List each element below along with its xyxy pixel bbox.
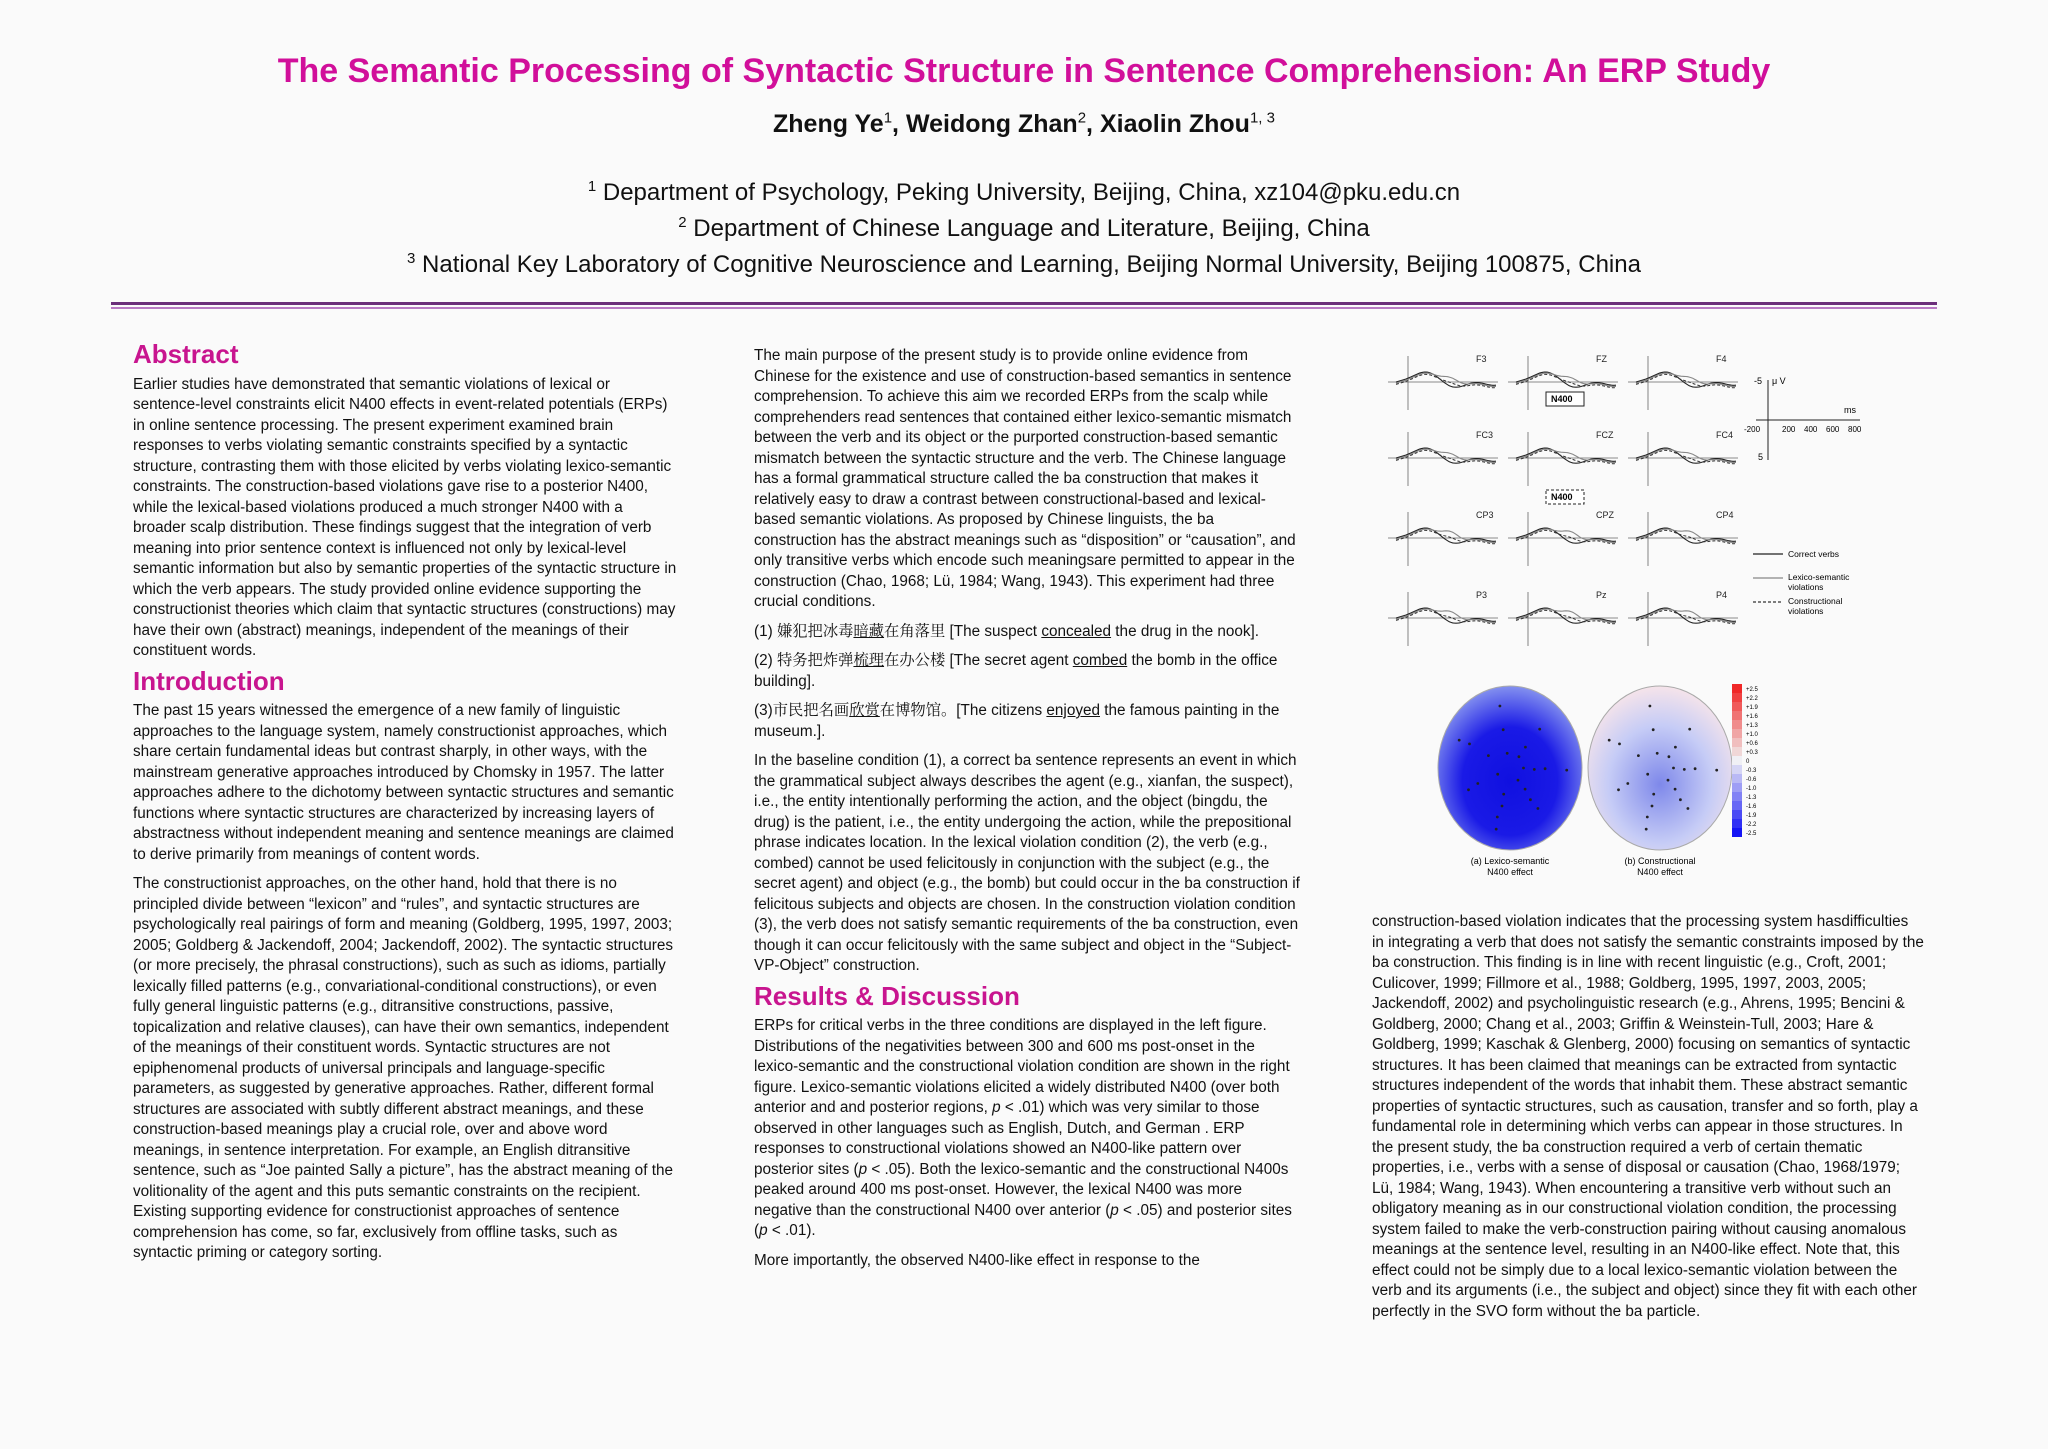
electrode-dot bbox=[1618, 743, 1621, 746]
electrode-dot bbox=[1672, 767, 1675, 770]
electrode-dot bbox=[1674, 788, 1677, 791]
scale-x-tick-600: 600 bbox=[1826, 425, 1840, 434]
scale-y-bottom: 5 bbox=[1758, 452, 1764, 462]
electrode-dot bbox=[1502, 793, 1505, 796]
electrode-dot bbox=[1715, 769, 1718, 772]
electrode-dot bbox=[1646, 773, 1649, 776]
panel-label-FC4: FC4 bbox=[1716, 430, 1734, 440]
scale-x-unit: ms bbox=[1844, 405, 1856, 415]
map-caption-cont-1: N400 effect bbox=[1637, 867, 1683, 877]
introduction-heading: Introduction bbox=[133, 665, 285, 696]
colorbar-label-8: 0 bbox=[1746, 759, 1750, 765]
erp-waveform-figure bbox=[1378, 340, 1898, 660]
left-column bbox=[133, 338, 679, 1273]
electrode-dot bbox=[1517, 779, 1520, 782]
colorbar-label-7: +0.3 bbox=[1746, 750, 1758, 756]
affiliations bbox=[0, 172, 2048, 280]
electrode-dot bbox=[1529, 798, 1532, 801]
colorbar-cell-12 bbox=[1732, 792, 1742, 801]
electrode-dot bbox=[1645, 828, 1648, 831]
electrode-dot bbox=[1651, 805, 1654, 808]
abstract-heading: Abstract bbox=[133, 339, 239, 369]
electrode-dot bbox=[1468, 743, 1471, 746]
electrode-dot bbox=[1524, 746, 1527, 749]
electrode-dot bbox=[1674, 746, 1677, 749]
header-divider-accent bbox=[111, 307, 1937, 309]
colorbar-label-4: +1.3 bbox=[1746, 723, 1758, 729]
results-heading: Results & Discussion bbox=[754, 980, 1020, 1011]
panel-label-F4: F4 bbox=[1716, 354, 1727, 364]
results-paragraph-2: More importantly, the observed N400-like effect in response to the bbox=[754, 1251, 1200, 1269]
purpose-paragraph: The main purpose of the present study is to provide online evidence from Chinese for the existence and use of construction-based semantics in sentence comprehension. To achieve this aim we recorded ERPs from the scalp while comprehenders read sentences that contained either lexico-semantic mismatch between the verb and its object or the purported construction-based semantic mismatch between the syntactic structure and the verb. The Chinese language has a formal grammatical structure called the ba construction that makes it relatively easy to draw a contrast between constructional-based and lexical-based semantic violations. As proposed by Chinese linguists, the ba construction has the abstract meanings such as “disposition” or “causation”, and only transitive verbs which encode such meaningsare permitted to appear in the construction (Chao, 1968; Lü, 1984; Wang, 1943). This experiment had three crucial conditions. bbox=[754, 347, 1296, 610]
colorbar-cell-3 bbox=[1732, 711, 1742, 720]
panel-label-CP3: CP3 bbox=[1476, 510, 1494, 520]
example-1: (1) 嫌犯把冰毒暗藏在角落里 [The suspect concealed the drug in the nook]. bbox=[754, 622, 1260, 640]
colorbar-label-16: -2.5 bbox=[1746, 831, 1757, 837]
electrode-dot bbox=[1499, 705, 1502, 708]
colorbar-cell-10 bbox=[1732, 774, 1742, 783]
electrode-dot bbox=[1476, 782, 1479, 785]
colorbar-cell-1 bbox=[1732, 693, 1742, 702]
legend-label-0: Correct verbs bbox=[1788, 549, 1840, 559]
example-3: (3)市民把名画欣赏在博物馆。[The citizens enjoyed the famous painting in the museum.]. bbox=[754, 702, 1280, 740]
colorbar-label-1: +2.2 bbox=[1746, 696, 1758, 702]
electrode-dot bbox=[1688, 728, 1691, 731]
electrode-dot bbox=[1495, 828, 1498, 831]
map-caption-1: (b) Constructional bbox=[1624, 856, 1696, 866]
electrode-dot bbox=[1667, 779, 1670, 782]
colorbar-label-15: -2.2 bbox=[1746, 822, 1757, 828]
panel-label-F3: F3 bbox=[1476, 354, 1487, 364]
colorbar-label-3: +1.6 bbox=[1746, 714, 1758, 720]
electrode-dot bbox=[1608, 739, 1611, 742]
legend-label-cont-1: violations bbox=[1788, 582, 1824, 592]
panel-label-FC3: FC3 bbox=[1476, 430, 1494, 440]
electrode-dot bbox=[1652, 728, 1655, 731]
example-2: (2) 特务把炸弹梳理在办公楼 [The secret agent combed the bomb in the office building]. bbox=[754, 652, 1278, 690]
colorbar-cell-9 bbox=[1732, 765, 1742, 774]
colorbar-cell-14 bbox=[1732, 810, 1742, 819]
electrode-dot bbox=[1637, 754, 1640, 757]
electrode-dot bbox=[1626, 782, 1629, 785]
electrode-dot bbox=[1679, 798, 1682, 801]
colorbar-label-14: -1.9 bbox=[1746, 813, 1757, 819]
colorbar-label-9: -0.3 bbox=[1746, 768, 1757, 774]
panel-label-Pz: Pz bbox=[1596, 590, 1607, 600]
colorbar-cell-16 bbox=[1732, 828, 1742, 837]
abstract-text: Earlier studies have demonstrated that semantic violations of lexical or sentence-level constraints elicit N400 effects in event-related potentials (ERPs) in online sentence processing. The present experiment examined brain responses to verbs violating semantic constraints specified by a syntactic structure, contrasting them with those elicited by verbs violating lexico-semantic constraints. The construction-based violations gave rise to a posterior N400, while the lexical-based violations produced a much stronger N400 with a broader scalp distribution. These findings suggest that the integration of verb meaning into prior sentence context is influenced not only by lexical-level semantic information but also by semantic properties of the syntactic structure in which the verb appears. The study provided online evidence supporting the constructionist theories which claim that syntactic structures (constructions) may have their own (abstract) meanings, independent of the meanings of their constituent words. bbox=[133, 375, 677, 659]
colorbar-label-10: -0.6 bbox=[1746, 777, 1757, 783]
topomap-lexico-semantic bbox=[1438, 686, 1582, 850]
scale-x-tick-200: 200 bbox=[1782, 425, 1796, 434]
panel-label-FZ: FZ bbox=[1596, 354, 1607, 364]
panel-label-P4: P4 bbox=[1716, 590, 1728, 600]
electrode-dot bbox=[1538, 728, 1541, 731]
legend-label-cont-2: violations bbox=[1788, 606, 1824, 616]
legend-label-1: Lexico-semantic bbox=[1788, 572, 1850, 582]
intro-paragraph-2: The constructionist approaches, on the other hand, hold that there is no principled divide between “lexicon” and “rules”, and syntactic structures are psychologically real pairings of form and meaning (Goldberg, 1995, 1997, 2003; 2005; Goldberg & Jackendoff, 2004; Jackendoff, 2002). The syntactic structures (or more precisely, the phrasal constructions), such as such as idioms, partially lexically filled patterns (e.g., convariational-conditional constructions), or even fully general linguistic patterns (e.g., ditransitive constructions, passive, topicalization and relative clauses), can have their own semantics, independent of the meanings of their constituent words. Syntactic structures are not epiphenomenal products of universal principals and language-specific parameters, as suggested by generative approaches. Rather, different formal structures are associated with subtly different abstract meanings, and these construction-based meanings play a crucial role, over and above word meanings, in sentence interpretation. For example, an English ditransitive sentence, such as “Joe painted Sally a picture”, has the abstract meaning of the volitionality of the agent and this puts semantic constraints on the recipient. Existing supporting evidence for constructionist approaches of sentence comprehension has come, so far, exclusively from offline tasks, such as syntactic priming or category sorting. bbox=[133, 875, 673, 1261]
electrode-dot bbox=[1694, 767, 1697, 770]
colorbar-label-0: +2.5 bbox=[1746, 687, 1758, 693]
electrode-dot bbox=[1544, 767, 1547, 770]
electrode-dot bbox=[1524, 788, 1527, 791]
electrode-dot bbox=[1533, 768, 1536, 771]
poster-title: The Semantic Processing of Syntactic Structure in Sentence Comprehension: An ERP Study bbox=[277, 52, 1771, 90]
colorbar-label-2: +1.9 bbox=[1746, 705, 1758, 711]
scale-x-tick--200: -200 bbox=[1744, 425, 1761, 434]
electrode-dot bbox=[1501, 805, 1504, 808]
electrode-dot bbox=[1656, 752, 1659, 755]
middle-column bbox=[754, 346, 1300, 1280]
affiliation-3: $^3$ National Key Laboratory of Cognitive Neuroscience and Learning, Beijing Normal University, Beijing 100875, China bbox=[407, 250, 1641, 278]
colorbar-cell-0 bbox=[1732, 684, 1742, 693]
electrode-dot bbox=[1687, 807, 1690, 810]
colorbar-label-5: +1.0 bbox=[1746, 732, 1758, 738]
electrode-dot bbox=[1537, 807, 1540, 810]
electrode-dot bbox=[1467, 788, 1470, 791]
colorbar-cell-6 bbox=[1732, 738, 1742, 747]
author-1: Zheng Ye$^1$, bbox=[773, 110, 906, 139]
colorbar-cell-4 bbox=[1732, 720, 1742, 729]
colorbar-label-11: -1.0 bbox=[1746, 786, 1757, 792]
panel-label-FCZ: FCZ bbox=[1596, 430, 1614, 440]
panel-label-CP4: CP4 bbox=[1716, 510, 1734, 520]
author-2: Weidong Zhan$^2$, bbox=[905, 110, 1100, 139]
results-paragraph-1: ERPs for critical verbs in the three conditions are displayed in the left figure. Distributions of the negativities between 300 and 600 ms post-onset in the lexico-semantic and the constructional violation condition are shown in the right figure. Lexico-semantic violations elicited a widely distributed N400 (over both anterior and and posterior regions, p < .01) which was very similar to those observed in other languages such as English, Dutch, and German . ERP responses to constructional violations showed an N400-like pattern over posterior sites (p < .05). Both the lexico-semantic and the constructional N400s peaked around 400 ms post-onset. However, the lexical N400 was more negative than the constructional N400 over anterior (p < .05) and posterior sites (p < .01). bbox=[754, 1017, 1292, 1239]
map-caption-cont-0: N400 effect bbox=[1487, 867, 1533, 877]
electrode-dot bbox=[1617, 788, 1620, 791]
electrode-dot bbox=[1646, 816, 1649, 819]
intro-paragraph-1: The past 15 years witnessed the emergence of a new family of linguistic approaches to the language system, namely constructionist approaches, which share certain fundamental ideas but contrast sharply, in other ways, with the mainstream generative approaches introduced by Chomsky in 1957. The latter approaches adhere to the dichotomy between syntactic structures and semantic functions where syntactic structures are characterized by increasing layers of abstractness without independent meaning and sentence meanings are claimed to derive primarily from meanings of content words. bbox=[133, 702, 674, 863]
electrode-dot bbox=[1518, 755, 1521, 758]
author-3: Xiaolin Zhou$^{1, 3}$ bbox=[1099, 110, 1275, 139]
colorbar-cell-13 bbox=[1732, 801, 1742, 810]
panel-label-CPZ: CPZ bbox=[1596, 510, 1614, 520]
topographic-map-figure bbox=[1420, 678, 1880, 888]
affiliation-1: $^1$ Department of Psychology, Peking University, Beijing, China, xz104@pku.edu.cn bbox=[587, 178, 1461, 206]
electrode-dot bbox=[1506, 752, 1509, 755]
electrode-dot bbox=[1496, 773, 1499, 776]
topomap-constructional bbox=[1588, 686, 1732, 850]
electrode-dot bbox=[1458, 739, 1461, 742]
scale-x-tick-400: 400 bbox=[1804, 425, 1818, 434]
colorbar-cell-15 bbox=[1732, 819, 1742, 828]
electrode-dot bbox=[1496, 816, 1499, 819]
scale-y-top: -5 bbox=[1754, 376, 1763, 386]
electrode-dot bbox=[1487, 754, 1490, 757]
legend-label-2: Constructional bbox=[1788, 596, 1843, 606]
electrode-dot bbox=[1565, 769, 1568, 772]
colorbar-cell-2 bbox=[1732, 702, 1742, 711]
colorbar-cell-8 bbox=[1732, 756, 1742, 765]
electrode-dot bbox=[1668, 755, 1671, 758]
scale-x-tick-800: 800 bbox=[1848, 425, 1862, 434]
electrode-dot bbox=[1649, 705, 1652, 708]
discussion-paragraph: construction-based violation indicates that the processing system hasdifficulties in integrating a verb that does not satisfy the semantic constraints imposed by the ba construction. This finding is in line with recent linguistic (e.g., Croft, 2001; Culicover, 1999; Fillmore et al., 1988; Goldberg, 1995, 1997, 2003, 2005; Jackendoff, 2002) and psycholinguistic research (e.g., Ahrens, 1995; Bencini & Goldberg, 2000; Chang et al., 2003; Griffin & Weinstein-Tull, 2003; Hare & Goldberg, 1999; Kaschak & Glenberg, 2000) focusing on semantics of syntactic structures. It has been claimed that meanings can be extracted from syntactic structures independent of the words that inhabit them. These abstract semantic properties of syntactic structures, such as causation, transfer and so forth, play a fundamental role in determining which verbs can appear in those structures. In the present study, the ba construction required a verb of certain thematic properties, i.e., verbs with a sense of disposal or causation (Chao, 1968/1979; Lü, 1984; Wang, 1943). When encountering a transitive verb without such an obligatory meaning as in our constructional violation condition, the processing system failed to make the verb-construction pairing without causing anomalous meanings at the sentence level, resulting in an N400-like effect. Note that, this effect could not be simply due to a local lexico-semantic violation between the verb and its arguments (i.e., the subject and object) since they fit with each other perfectly in the SVO form without the ba particle. bbox=[1372, 913, 1924, 1320]
n400-label-1: N400 bbox=[1551, 394, 1573, 404]
colorbar-cell-7 bbox=[1732, 747, 1742, 756]
right-column bbox=[1372, 912, 1924, 1331]
electrode-dot bbox=[1522, 767, 1525, 770]
header-divider bbox=[111, 302, 1937, 305]
electrode-dot bbox=[1652, 793, 1655, 796]
colorbar-label-6: +0.6 bbox=[1746, 741, 1758, 747]
scale-y-unit: μ V bbox=[1772, 376, 1786, 386]
colorbar-cell-11 bbox=[1732, 783, 1742, 792]
colorbar-label-13: -1.6 bbox=[1746, 804, 1757, 810]
author-list bbox=[0, 110, 2048, 139]
map-caption-0: (a) Lexico-semantic bbox=[1470, 856, 1550, 866]
electrode-dot bbox=[1502, 728, 1505, 731]
colorbar-label-12: -1.3 bbox=[1746, 795, 1757, 801]
panel-label-P3: P3 bbox=[1476, 590, 1488, 600]
electrode-dot bbox=[1683, 768, 1686, 771]
colorbar-cell-5 bbox=[1732, 729, 1742, 738]
affiliation-2: $^2$ Department of Chinese Language and Literature, Beijing, China bbox=[678, 214, 1370, 242]
n400-label-2: N400 bbox=[1551, 492, 1573, 502]
conditions-paragraph: In the baseline condition (1), a correct ba sentence represents an event in which the grammatical subject always describes the agent (e.g., xianfan, the suspect), i.e., the entity intentionally performing the action, and the object (bingdu, the drug) is the patient, i.e., the entity undergoing the action, while the prepositional phrase indicates location. In the lexical violation condition (2), the verb (e.g., combed) cannot be used felicitously in conjunction with the subject (e.g., the secret agent) and object (e.g., the bomb) but could occur in the ba construction if felicitous subjects and objects are chosen. In the construction violation condition (3), the verb does not satisfy semantic requirements of the ba construction, even though it can occur felicitously with the same subject and object in the “Subject-VP-Object” construction. bbox=[754, 752, 1300, 974]
